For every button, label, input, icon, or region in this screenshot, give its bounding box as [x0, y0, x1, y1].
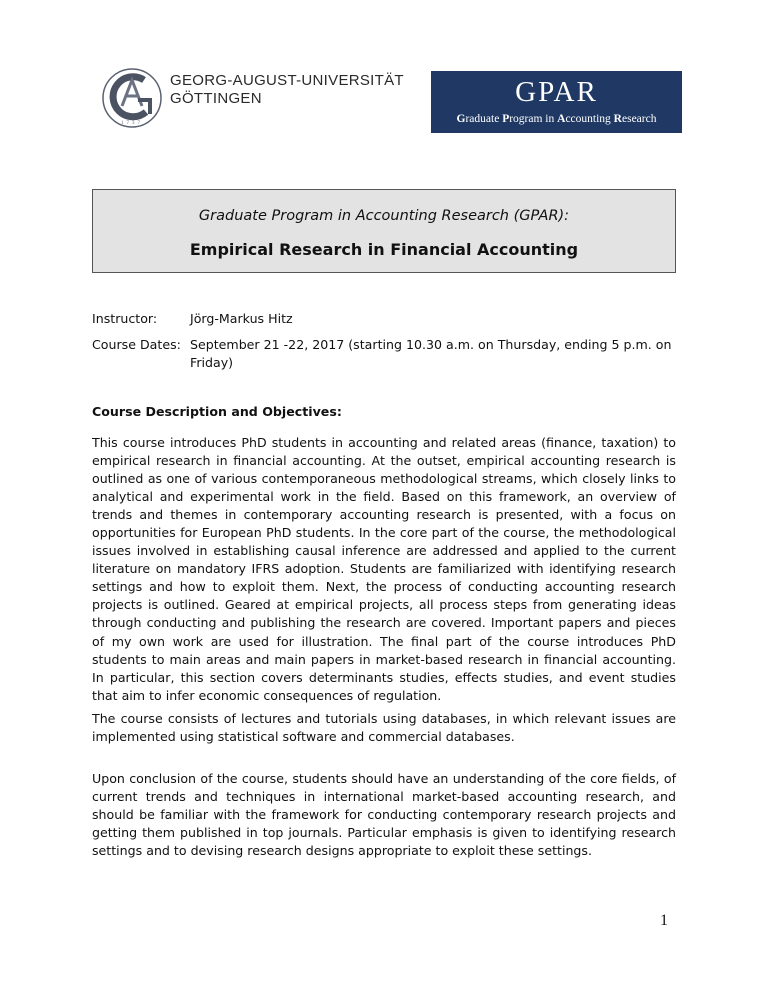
course-title: Empirical Research in Financial Accounting	[189, 240, 579, 259]
section-heading: Course Description and Objectives:	[92, 404, 342, 419]
gpar-subtitle: Graduate Program in Accounting Research	[456, 113, 657, 125]
instructor-value: Jörg-Markus Hitz	[190, 311, 293, 326]
description-paragraph-3: Upon conclusion of the course, students should have an understanding of the core fields, of current trends and techniques in international market-based accounting research, and should be familiar with the framework for conducting contemporary research projects and getting them published in top journals. Particular emphasis is given to identifying research settings and to devising research designs appropriate to exploit these settings.	[92, 771, 676, 859]
page-number: 1	[660, 912, 668, 929]
university-name-line1: GEORG-AUGUST-UNIVERSITÄT	[170, 72, 404, 89]
course-dates-row	[92, 336, 692, 372]
instructor-label: Instructor:	[92, 311, 158, 326]
program-subtitle: Graduate Program in Accounting Research (GPAR):	[198, 208, 570, 224]
gpar-logo-box	[431, 71, 682, 133]
seal-year: 1737	[121, 121, 143, 126]
university-name-line2: GÖTTINGEN	[170, 90, 262, 107]
course-title-box	[92, 189, 676, 273]
description-paragraph-2: The course consists of lectures and tutorials using databases, in which relevant issues are implemented using statistical software and commercial databases.	[92, 711, 676, 745]
instructor-row	[92, 310, 692, 328]
gpar-title: GPAR	[515, 76, 598, 108]
description-paragraph-1: This course introduces PhD students in accounting and related areas (finance, taxation) to empirical research in financial accounting. At the outset, empirical accounting research is outlined as one of various contemporaneous methodological streams, which closely links to analytical and experimental work in the field. Based on this framework, an overview of trends and themes in contemporary accounting research is presented, with a focus on opportunities for European PhD students. In the core part of the course, the methodological issues involved in establishing causal inference are addressed and applied to the current literature on mandatory IFRS adoption. Students are familiarized with identifying research settings and how to exploit them. Next, the process of conducting accounting research projects is outlined. Geared at empirical projects, all process steps from generating ideas through conducting and publishing the research are covered. Important papers and pieces of my own work are used for illustration. The final part of the course introduces PhD students to main areas and main papers in market-based research in financial accounting. In particular, this section covers determinants studies, effects studies, and event studies that aim to infer economic consequences of regulation.	[92, 435, 676, 703]
university-name	[170, 72, 404, 108]
course-dates-value: September 21 -22, 2017 (starting 10.30 a.m. on Thursday, ending 5 p.m. on Friday)	[190, 337, 672, 370]
course-dates-label: Course Dates:	[92, 337, 181, 352]
university-seal-logo	[100, 66, 164, 130]
